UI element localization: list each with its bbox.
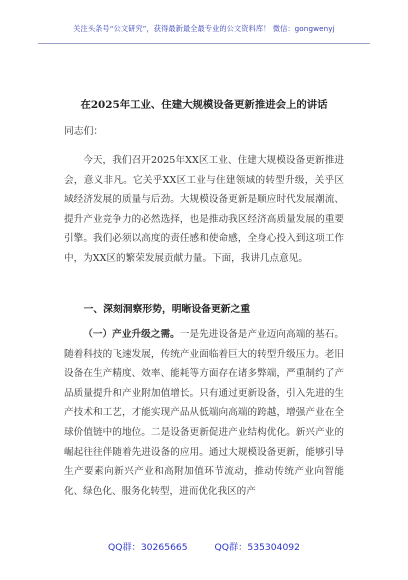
section-heading: 一、深刻洞察形势，明晰设备更新之重	[83, 304, 251, 315]
document-title: 在2025年工业、住建大规模设备更新推进会上的讲话	[80, 99, 328, 111]
subsection-text: 一是先进设备是产业迈向高端的基石。随着科技的飞速发展，传统产业面临着巨大的转型升级压力。老旧设备在生产精度、效率、能耗等方面存在诸多弊端，严重制约了产品质量提升和产业附加值增长。只有通过更新设备，引入先进的生产技术和工艺，才能实现产品从低端向高端的跨越，增强产业在全球价值链中的地位。二是设备更新促进产业结构优化。新兴产业的崛起往往伴随着先进设备的应用。通过大规模设备更新，能够引导生产要素向新兴产业和高附加值环节流动，推动传统产业向智能化、绿色化、服务化转型，进而优化我区的产	[64, 329, 345, 497]
footer-contacts	[0, 539, 408, 553]
footer-qq-group-2: QQ群：535304092	[214, 542, 300, 553]
subsection-lead: （一）产业升级之需。	[83, 329, 180, 340]
intro-paragraph: 今天，我们召开2025年XX区工业、住建大规模设备更新推进会，意义非凡。它关乎XX区工业与住建领域的转型升级，关乎区域经济发展的质量与后劲。大规模设备更新是顺应时代发展潮流、提升产业竞争力的必然选择，也是推动我区经济高质量发展的重要引擎。我们必须以高度的责任感和使命感，全身心投入到这项工作中，为XX区的繁荣发展贡献力量。下面，我讲几点意见。	[64, 155, 344, 264]
salutation: 同志们：	[64, 126, 104, 137]
subsection-paragraph	[64, 325, 344, 501]
footer-qq-group-1: QQ群：30265665	[108, 542, 188, 553]
header-banner: 关注头条号“公文研究”，获得最新最全最专业的公文资料库！ 微信：gongwenyj	[73, 24, 335, 33]
header-divider	[38, 43, 370, 44]
